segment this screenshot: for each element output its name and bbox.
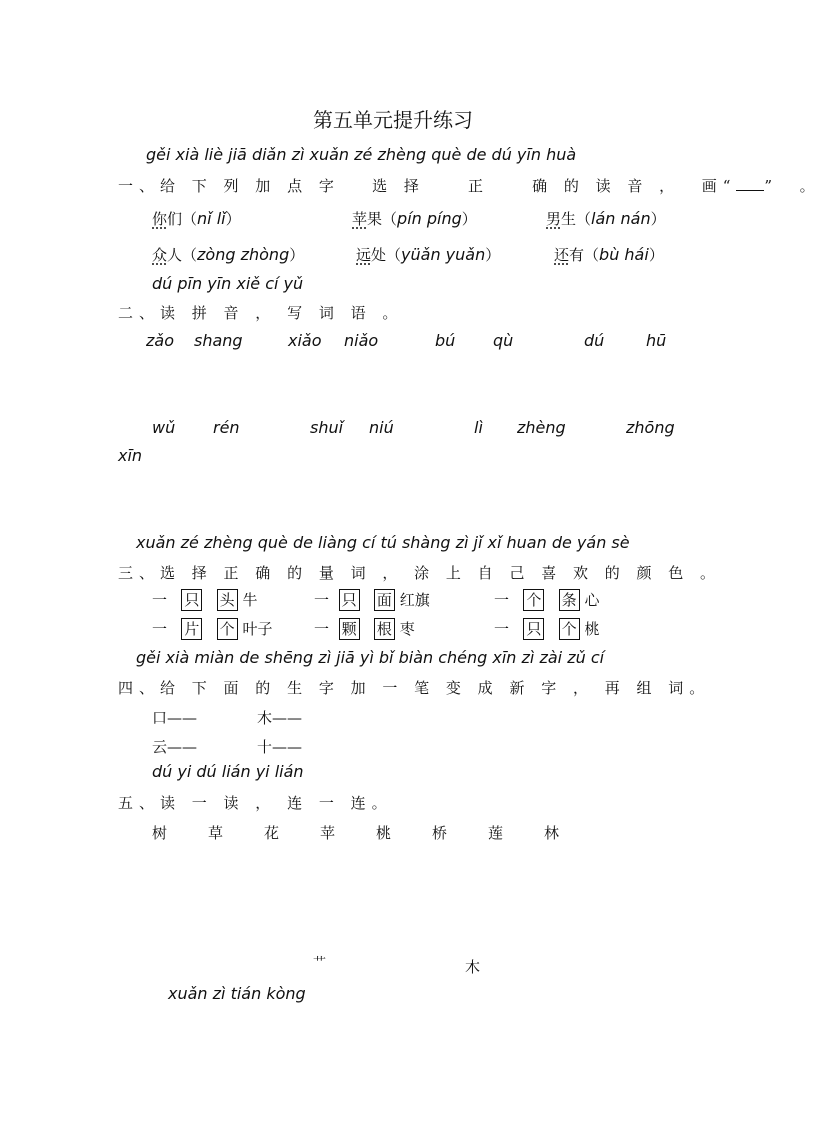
match-word[interactable]: 桃 [376, 824, 392, 842]
measure-option[interactable]: 只 [523, 618, 544, 640]
measure-option[interactable]: 头 [217, 589, 238, 611]
match-word[interactable]: 苹 [320, 824, 336, 842]
add-stroke-item: 云—— [152, 738, 198, 756]
measure-option[interactable]: 只 [339, 589, 360, 611]
add-stroke-item: 十—— [257, 738, 303, 756]
q4-pinyin: gěi xià miàn de shēng zì jiā yì bǐ biàn chéng xīn zì zài zǔ cí [136, 648, 605, 667]
measure-option[interactable]: 条 [559, 589, 580, 611]
q1-item: 男生（lán nán） [546, 209, 666, 228]
measure-group: 一 片 个 叶子 [152, 620, 273, 638]
q2-heading: 二、读 拼 音 ， 写 词 语 。 [118, 304, 404, 322]
q3-pinyin: xuǎn zé zhèng què de liàng cí tú shàng zì jǐ xǐ huan de yán sè [136, 533, 630, 552]
measure-option[interactable]: 个 [523, 589, 544, 611]
pinyin-word: niú [369, 418, 394, 437]
match-radical[interactable]: 艹 [313, 956, 327, 971]
q1-item: 苹果（pín píng） [352, 209, 477, 228]
match-word[interactable]: 林 [544, 824, 560, 842]
pinyin-word: xiǎo [288, 331, 322, 350]
match-word[interactable]: 莲 [488, 824, 504, 842]
q4-heading: 四、给 下 面 的 生 字 加 一 笔 变 成 新 字 ， 再 组 词。 [118, 679, 711, 697]
q1-item: 众人（zòng zhòng） [152, 245, 305, 264]
measure-group: 一 只 头 牛 [152, 591, 258, 609]
q1-heading: 一、给 下 列 加 点 字 选 择 正 确 的 读 音 ， 画“ ” 。 [118, 177, 821, 195]
q5-pinyin: dú yi dú lián yi lián [152, 762, 304, 781]
match-radical[interactable]: 木 [465, 958, 481, 976]
measure-group: 一 个 条 心 [494, 591, 600, 609]
add-stroke-item: 口—— [152, 709, 198, 727]
pinyin-word: rén [213, 418, 240, 437]
measure-group: 一 只 面 红旗 [314, 591, 430, 609]
match-word[interactable]: 花 [264, 824, 280, 842]
q5-heading: 五、读 一 读 ， 连 一 连。 [118, 794, 393, 812]
measure-group: 一 只 个 桃 [494, 620, 600, 638]
pinyin-word: wǔ [152, 418, 176, 437]
pinyin-word: shang [194, 331, 243, 350]
pinyin-word: dú [584, 331, 605, 350]
q3-heading: 三、选 择 正 确 的 量 词 ， 涂 上 自 己 喜 欢 的 颜 色 。 [118, 564, 722, 582]
pinyin-word: qù [493, 331, 514, 350]
pinyin-word: xīn [118, 446, 143, 465]
pinyin-word: zhèng [517, 418, 566, 437]
measure-option[interactable]: 个 [559, 618, 580, 640]
q1-item: 你们（nǐ lǐ） [152, 209, 241, 228]
pinyin-word: zhōng [626, 418, 675, 437]
page-title: 第五单元提升练习 [313, 108, 473, 132]
measure-option[interactable]: 只 [181, 589, 202, 611]
pinyin-word: lì [474, 418, 483, 437]
q1-item: 还有（bù hái） [554, 245, 664, 264]
measure-option[interactable]: 根 [374, 618, 395, 640]
pinyin-word: bú [435, 331, 456, 350]
measure-option[interactable]: 面 [374, 589, 395, 611]
add-stroke-item: 木—— [257, 709, 303, 727]
match-word[interactable]: 桥 [432, 824, 448, 842]
pinyin-word: hū [646, 331, 667, 350]
measure-option[interactable]: 片 [181, 618, 202, 640]
measure-option[interactable]: 颗 [339, 618, 360, 640]
match-word[interactable]: 树 [152, 824, 168, 842]
measure-option[interactable]: 个 [217, 618, 238, 640]
q1-pinyin: gěi xià liè jiā diǎn zì xuǎn zé zhèng què de dú yīn huà [146, 145, 577, 164]
q1-item: 远处（yüǎn yuǎn） [356, 245, 501, 264]
match-word[interactable]: 草 [208, 824, 224, 842]
pinyin-word: shuǐ [310, 418, 344, 437]
pinyin-word: niǎo [344, 331, 379, 350]
measure-group: 一 颗 根 枣 [314, 620, 415, 638]
q6-pinyin: xuǎn zì tián kòng [168, 984, 306, 1003]
pinyin-word: zǎo [146, 331, 174, 350]
q2-pinyin: dú pīn yīn xiě cí yǔ [152, 274, 304, 293]
